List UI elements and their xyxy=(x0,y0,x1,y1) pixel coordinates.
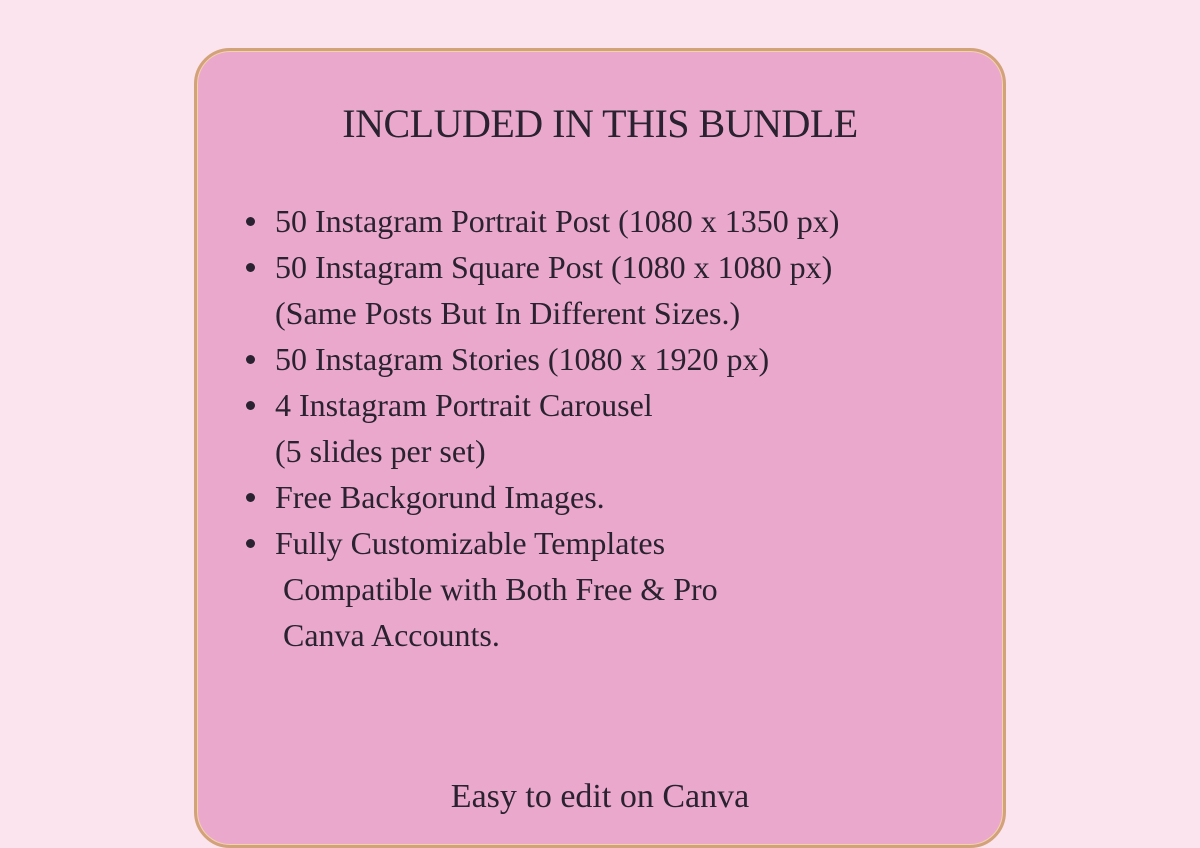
list-item-text: Free Backgorund Images. xyxy=(275,479,605,515)
bullet-icon xyxy=(246,401,255,410)
list-item-text: 4 Instagram Portrait Carousel xyxy=(275,387,653,423)
list-item-text: Compatible with Both Free & Pro xyxy=(283,571,718,607)
list-item-text: (5 slides per set) xyxy=(275,433,486,469)
list-item-text: 50 Instagram Square Post (1080 x 1080 px) xyxy=(275,249,833,285)
list-item-text: 50 Instagram Stories (1080 x 1920 px) xyxy=(275,341,770,377)
bullet-icon xyxy=(246,355,255,364)
bullet-icon xyxy=(246,263,255,272)
bundle-title: INCLUDED IN THIS BUNDLE xyxy=(342,101,858,146)
list-item-text: (Same Posts But In Different Sizes.) xyxy=(275,295,741,331)
bullet-icon xyxy=(246,493,255,502)
list-item-text: Canva Accounts. xyxy=(283,617,500,653)
list-item-text: Fully Customizable Templates xyxy=(275,525,666,561)
bullet-icon xyxy=(246,539,255,548)
footer-text: Easy to edit on Canva xyxy=(450,778,750,815)
list-item-text: 50 Instagram Portrait Post (1080 x 1350 px) xyxy=(275,203,840,239)
bullet-icon xyxy=(246,217,255,226)
